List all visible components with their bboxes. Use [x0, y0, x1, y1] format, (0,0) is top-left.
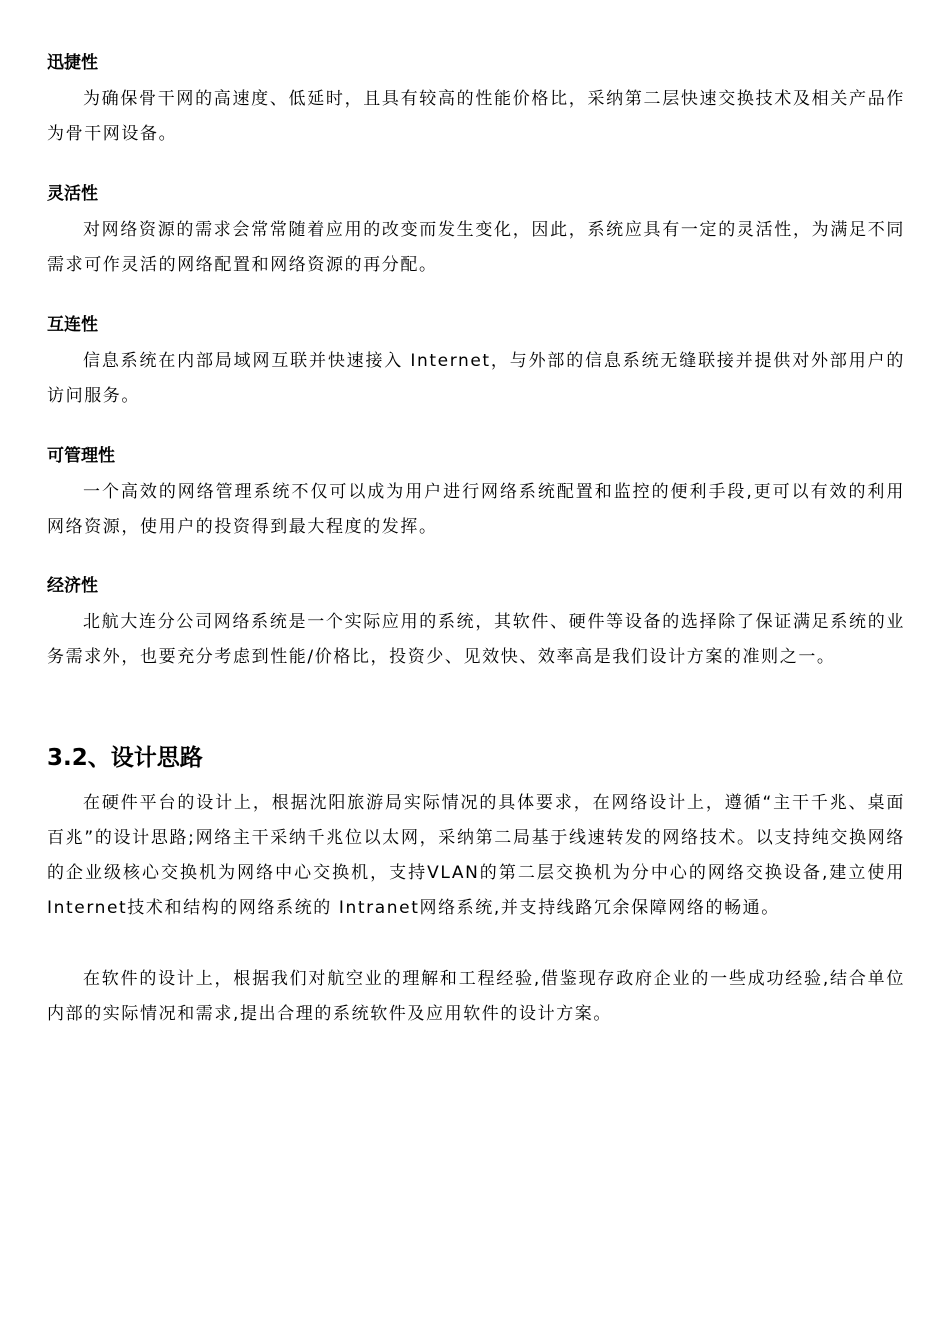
- paragraph-software-design: 在软件的设计上，根据我们对航空业的理解和工程经验,借鉴现存政府企业的一些成功经验,结合单位内部的实际情况和需求,提出合理的系统软件及应用软件的设计方案。: [47, 969, 905, 1024]
- paragraph-speed: 为确保骨干网的高速度、低延时，且具有较高的性能价格比，采纳第二层快速交换技术及相关产品作为骨干网设备。: [47, 89, 905, 144]
- heading-manageability: 可管理性: [47, 446, 115, 466]
- paragraph-interconnectivity: 信息系统在内部局域网互联并快速接入 Internet，与外部的信息系统无缝联接并提供对外部用户的访问服务。: [47, 351, 905, 406]
- heading-economy: 经济性: [47, 576, 98, 596]
- paragraph-economy: 北航大连分公司网络系统是一个实际应用的系统，其软件、硬件等设备的选择除了保证满足系统的业务需求外，也要充分考虑到性能/价格比，投资少、见效快、效率高是我们设计方案的准则之一。: [47, 612, 905, 667]
- section-title-design: 3.2、设计思路: [47, 745, 203, 771]
- paragraph-hardware-design: 在硬件平台的设计上，根据沈阳旅游局实际情况的具体要求，在网络设计上，遵循“主干千兆、桌面百兆”的设计思路;网络主干采纳千兆位以太网，采纳第二局基于线速转发的网络技术。以支持纯交换网络的企业级核心交换机为网络中心交换机，支持VLAN的第二层交换机为分中心的网络交换设备,建立使用 Internet技术和结构的网络系统的 Intranet网络系统,并支持线路冗余保障网络的畅通。: [47, 793, 905, 918]
- paragraph-manageability: 一个高效的网络管理系统不仅可以成为用户进行网络系统配置和监控的便利手段,更可以有效的利用网络资源，使用户的投资得到最大程度的发挥。: [47, 482, 905, 537]
- heading-interconnectivity: 互连性: [47, 315, 98, 335]
- heading-flexibility: 灵活性: [47, 184, 98, 204]
- paragraph-flexibility: 对网络资源的需求会常常随着应用的改变而发生变化，因此，系统应具有一定的灵活性，为满足不同需求可作灵活的网络配置和网络资源的再分配。: [47, 220, 905, 275]
- heading-speed: 迅捷性: [47, 53, 98, 73]
